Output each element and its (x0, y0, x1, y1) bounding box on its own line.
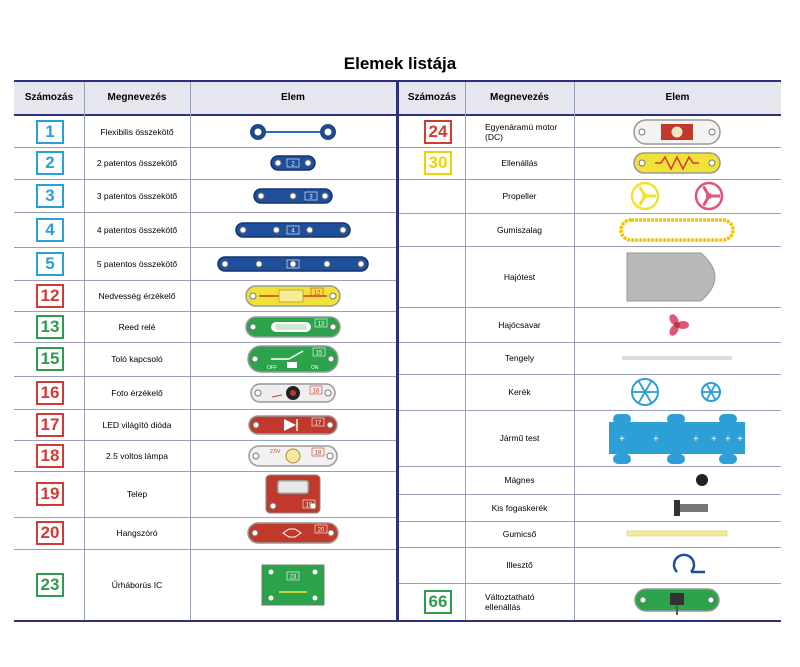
header-number-left: Számozás (24, 92, 74, 103)
snap-wire-4-icon (235, 222, 351, 238)
photo-sensor-icon (250, 383, 336, 403)
svg-text:4: 4 (291, 228, 295, 234)
row-divider (399, 583, 781, 584)
svg-text:17: 17 (314, 420, 322, 426)
part-number-badge: 4 (36, 218, 64, 242)
svg-text:12: 12 (313, 290, 321, 296)
row-divider (14, 280, 396, 281)
table-center-divider (396, 80, 399, 622)
row-divider (14, 517, 396, 518)
part-number-badge: 30 (424, 151, 452, 175)
part-name: Toló kapcsoló (111, 354, 163, 364)
reed-relay-icon (245, 316, 341, 338)
svg-text:13: 13 (317, 321, 325, 327)
part-number-badge: 66 (424, 590, 452, 614)
magnet-icon (695, 473, 709, 487)
part-name: Propeller (502, 191, 537, 201)
hull-icon (621, 251, 733, 303)
svg-text:16: 16 (312, 388, 320, 394)
column-divider (84, 82, 85, 620)
space-war-ic-icon (261, 564, 325, 606)
part-number-badge: 1 (36, 120, 64, 144)
row-divider (399, 494, 781, 495)
row-divider (14, 440, 396, 441)
part-name: Hajócsavar (498, 319, 541, 330)
ship-screw-icon (664, 312, 690, 338)
part-name: Kis fogaskerék (491, 502, 548, 513)
resistor-icon (633, 152, 721, 174)
svg-text:23: 23 (289, 574, 297, 580)
part-name: Mágnes (504, 475, 535, 485)
row-divider (399, 374, 781, 375)
battery-icon (265, 474, 321, 514)
row-divider (14, 247, 396, 248)
row-divider (14, 342, 396, 343)
part-name: Gumicső (502, 529, 537, 539)
column-divider (574, 82, 575, 620)
part-name: Reed relé (118, 321, 156, 332)
row-divider (399, 342, 781, 343)
part-name: Flexibilis összekötő (100, 126, 174, 137)
part-name: 4 patentos összekötő (96, 224, 178, 235)
svg-text:ON: ON (311, 365, 319, 371)
part-number-badge: 16 (36, 381, 64, 405)
part-name: Jármű test (499, 433, 540, 443)
part-number-badge: 18 (36, 444, 64, 468)
variable-resistor-icon (634, 587, 720, 617)
moisture-sensor-icon (245, 285, 341, 307)
part-name: 2 patentos összekötő (96, 158, 178, 168)
part-name: Telep (126, 489, 148, 499)
part-number-badge: 17 (36, 413, 64, 437)
row-divider (14, 212, 396, 213)
svg-text:20: 20 (317, 527, 325, 534)
part-name: Gumiszalag (497, 224, 542, 235)
row-divider (399, 466, 781, 467)
svg-text:OFF: OFF (267, 365, 277, 371)
row-divider (399, 547, 781, 548)
part-name: Tengely (504, 353, 535, 363)
snap-wire-2-icon (270, 155, 316, 171)
part-name: Egyenáramú motor (DC) (485, 121, 558, 142)
header-number-right: Számozás (407, 92, 457, 103)
column-divider (190, 82, 191, 620)
flexible-wire-icon (248, 122, 338, 142)
axle-icon (622, 355, 732, 361)
svg-text:+: + (737, 434, 743, 445)
svg-text:2: 2 (291, 161, 295, 168)
column-divider (465, 82, 466, 620)
snap-wire-5-icon (217, 256, 369, 272)
svg-text:5: 5 (291, 262, 295, 268)
part-name: Ellenállás (501, 158, 538, 168)
row-divider (399, 147, 781, 148)
row-divider (399, 521, 781, 522)
svg-text:+: + (693, 434, 699, 445)
slide-switch-icon (247, 345, 339, 373)
speaker-icon (247, 522, 339, 544)
svg-text:+: + (711, 434, 717, 445)
part-name: LED világító dióda (102, 419, 172, 430)
row-divider (14, 147, 396, 148)
part-number-badge: 15 (36, 347, 64, 371)
part-number-badge: 23 (36, 573, 64, 597)
part-number-badge: 19 (36, 482, 64, 506)
part-number-badge: 5 (36, 252, 64, 276)
svg-text:2.5V: 2.5V (270, 448, 281, 455)
svg-text:+: + (725, 434, 731, 445)
row-divider (14, 179, 396, 180)
row-divider (14, 471, 396, 472)
lamp-icon (248, 445, 338, 467)
rubber-band-icon (618, 217, 736, 243)
dc-motor-icon (633, 119, 721, 145)
header-element-left: Elem (281, 92, 305, 103)
elements-table (14, 80, 781, 622)
part-name: 2.5 voltos lámpa (106, 450, 168, 461)
part-number-badge: 20 (36, 521, 64, 545)
svg-text:15: 15 (315, 350, 323, 357)
page-title: Elemek listája (343, 54, 457, 73)
part-name: Űrháborús IC (111, 579, 163, 590)
rubber-tube-icon (627, 530, 727, 538)
wheel-icon (627, 378, 727, 406)
snap-wire-3-icon (253, 188, 333, 204)
part-name: Hajótest (503, 271, 536, 282)
row-divider (14, 409, 396, 410)
led-icon (248, 415, 338, 435)
header-name-right: Megnevezés (490, 92, 549, 103)
svg-text:18: 18 (314, 450, 322, 456)
vehicle-body-icon (607, 412, 747, 464)
row-divider (14, 376, 396, 377)
part-name: 3 patentos összekötő (96, 190, 178, 201)
part-name: Hangszóró (116, 528, 158, 538)
row-divider (399, 410, 781, 411)
part-name: Foto érzékelő (111, 387, 163, 398)
svg-text:+: + (619, 434, 625, 445)
part-number-badge: 12 (36, 284, 64, 308)
part-number-badge: 2 (36, 151, 64, 175)
part-name: Nedvesség érzékelő (98, 290, 176, 301)
row-divider (14, 311, 396, 312)
part-name: Kerék (508, 387, 531, 397)
svg-text:+: + (653, 434, 659, 445)
propeller-icon (627, 180, 727, 212)
row-divider (399, 307, 781, 308)
svg-text:19: 19 (305, 502, 313, 509)
svg-text:3: 3 (309, 194, 313, 200)
row-divider (14, 549, 396, 550)
part-number-badge: 24 (424, 120, 452, 144)
adapter-icon (669, 552, 709, 578)
part-name: Illesztő (506, 560, 533, 570)
small-gear-icon (674, 498, 710, 518)
header-name-left: Megnevezés (107, 92, 167, 103)
part-number-badge: 3 (36, 184, 64, 208)
header-element-right: Elem (665, 92, 690, 103)
part-name: 5 patentos összekötő (96, 258, 178, 269)
part-number-badge: 13 (36, 315, 64, 339)
row-divider (399, 213, 781, 214)
row-divider (399, 246, 781, 247)
part-name: Változtatható ellenállás (485, 591, 535, 612)
